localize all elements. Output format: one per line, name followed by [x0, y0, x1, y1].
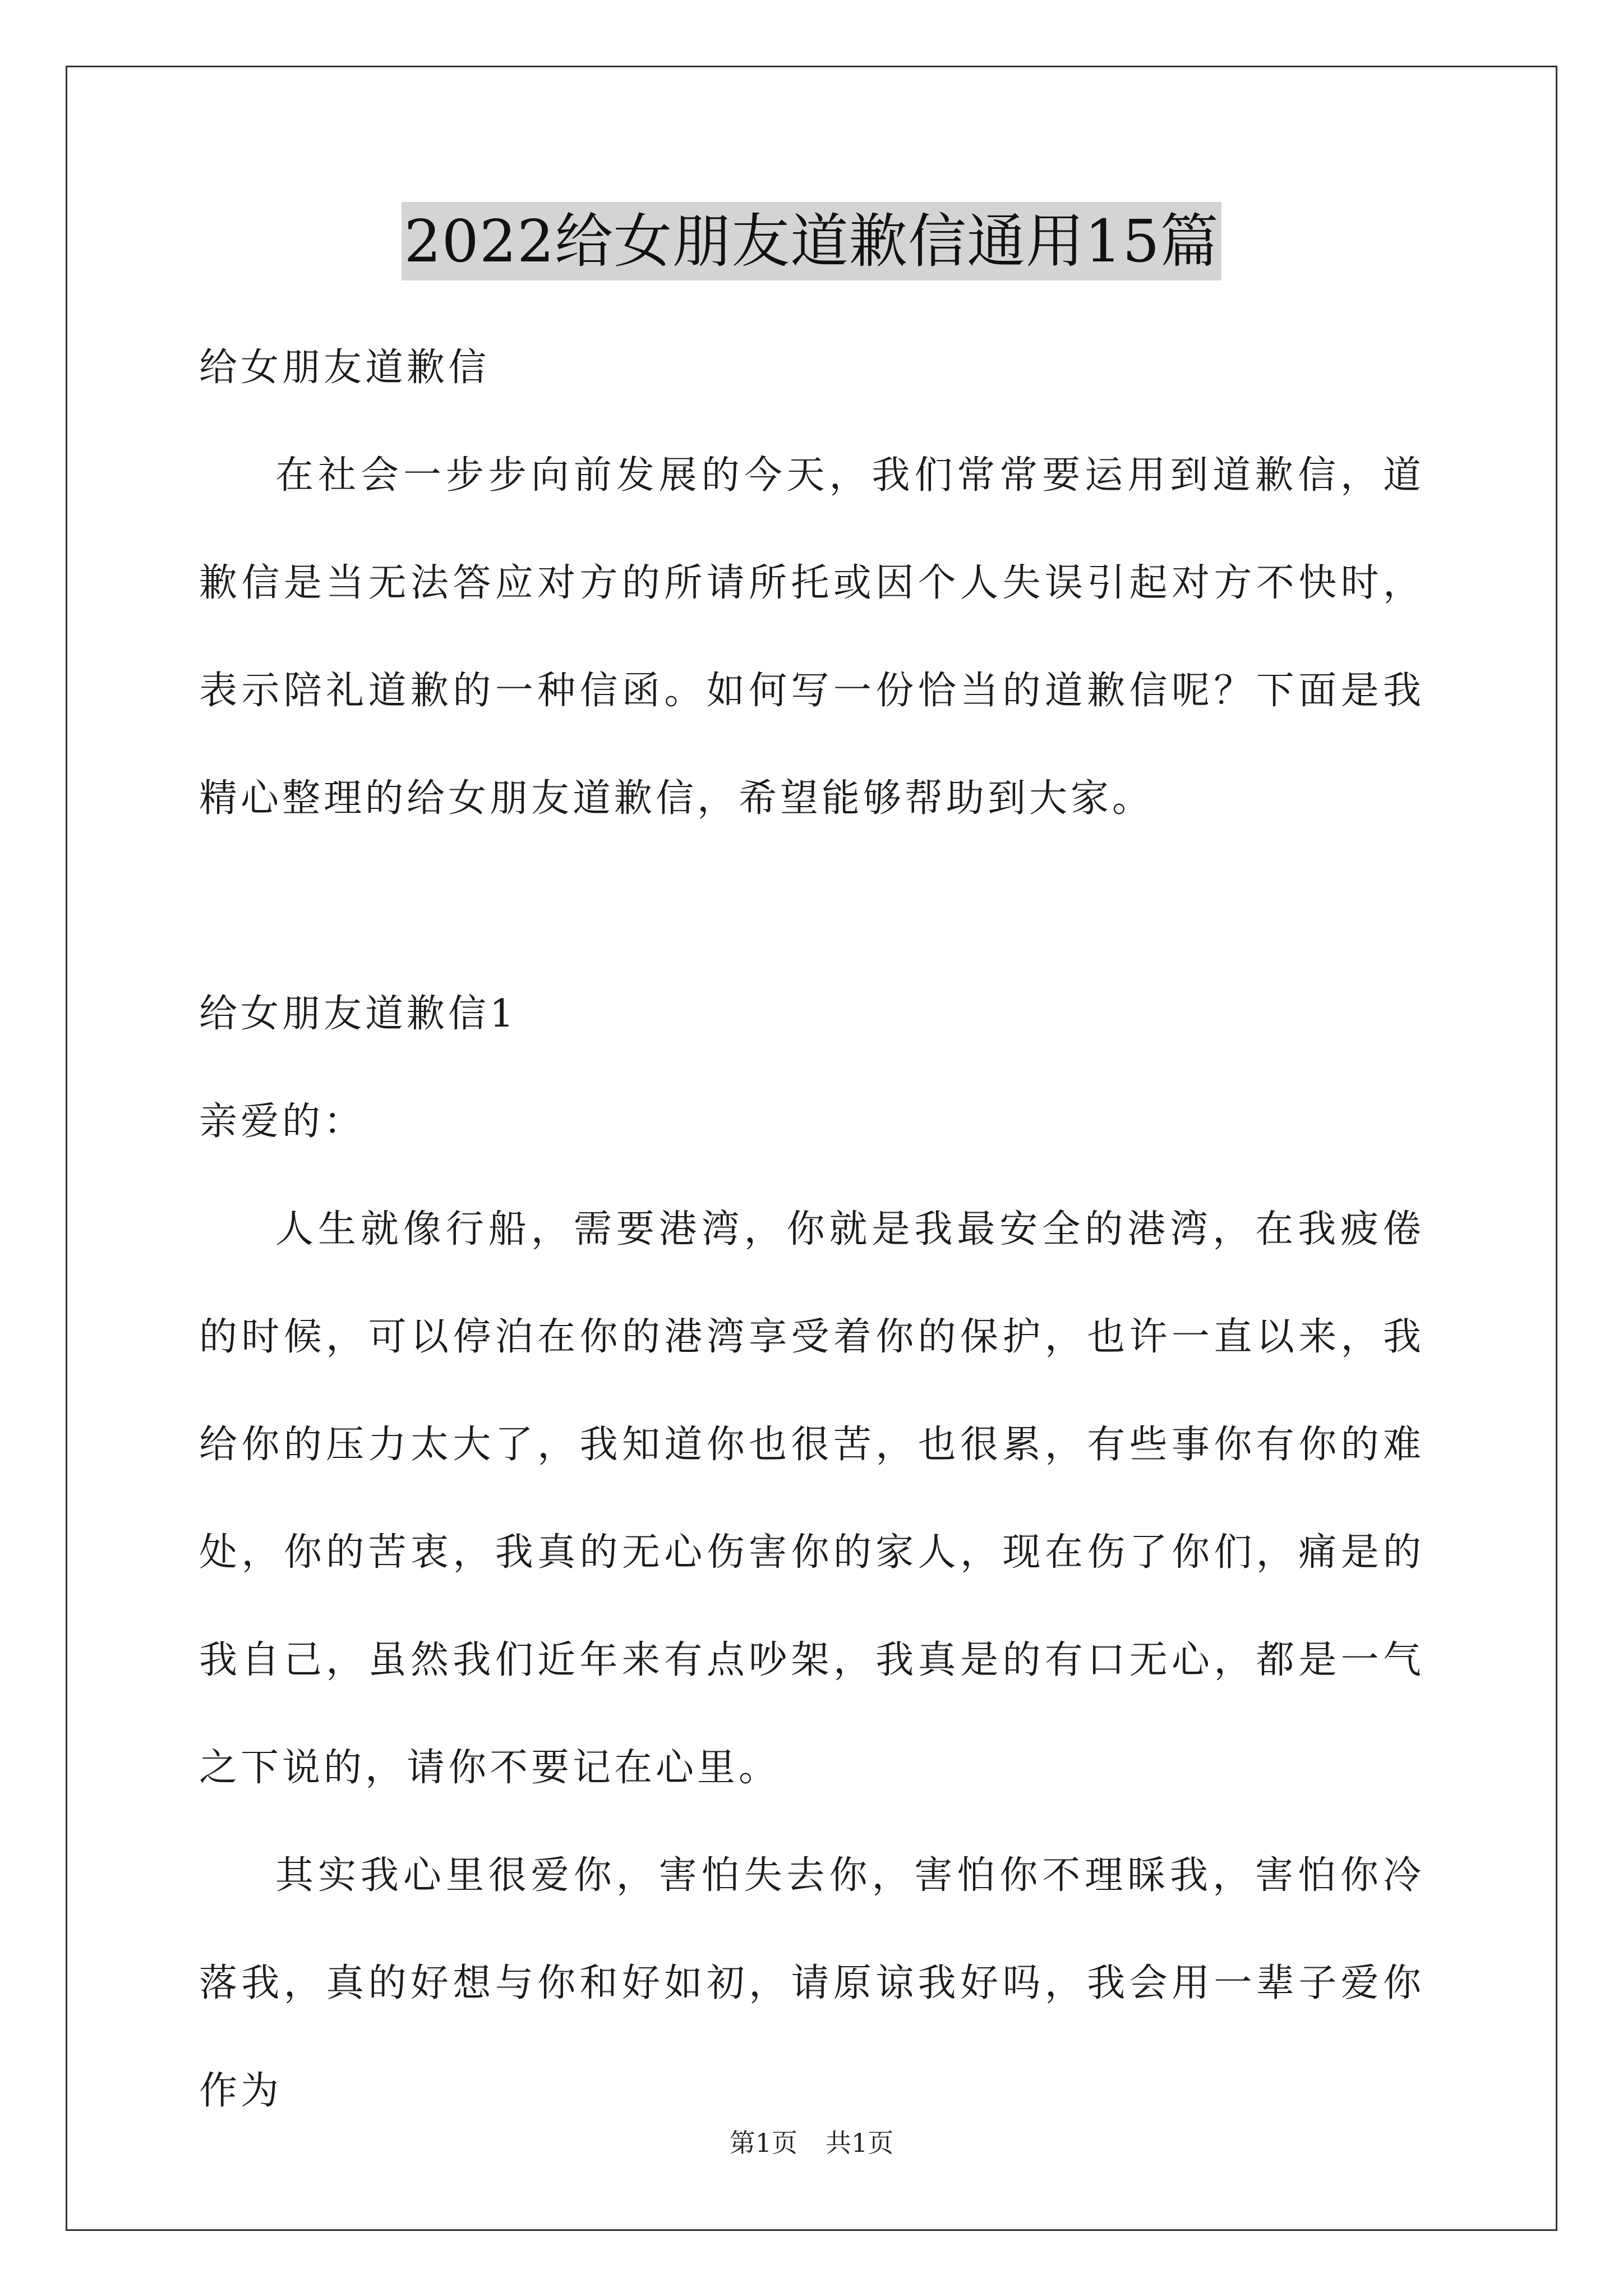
page-number: 第1页 — [729, 2128, 797, 2158]
document-title: 2022给女朋友道歉信通用15篇 — [402, 202, 1221, 280]
body-paragraph: 其实我心里很爱你，害怕失去你，害怕你不理睬我，害怕你冷落我，真的好想与你和好如初，请原谅我好吗，我会用一辈子爱你作为 — [199, 1853, 1424, 2113]
title-container — [0, 202, 1623, 280]
body-paragraph: 人生就像行船，需要港湾，你就是我最安全的港湾，在我疲倦的时候，可以停泊在你的港湾享受着你的保护，也许一直以来，我给你的压力太大了，我知道你也很苦，也很累，有些事你有你的难处，你的苦衷，我真的无心伤害你的家人，现在伤了你们，痛是的我自己，虽然我们近年来有点吵架，我真是的有口无心，都是一气之下说的，请你不要记在心里。 — [199, 1207, 1424, 1790]
document-body — [199, 314, 1424, 2145]
intro-paragraph: 在社会一步步向前发展的今天，我们常常要运用到道歉信，道歉信是当无法答应对方的所请所托或因个人失误引起对方不快时，表示陪礼道歉的一种信函。如何写一份恰当的道歉信呢？下面是我精心整理的给女朋友道歉信，希望能够帮助到大家。 — [199, 453, 1424, 821]
salutation: 亲爱的： — [199, 1099, 366, 1144]
page-total: 共1页 — [826, 2128, 894, 2158]
section-heading: 给女朋友道歉信 — [199, 346, 490, 390]
page-footer — [0, 2126, 1623, 2160]
letter-heading: 给女朋友道歉信1 — [199, 992, 518, 1036]
